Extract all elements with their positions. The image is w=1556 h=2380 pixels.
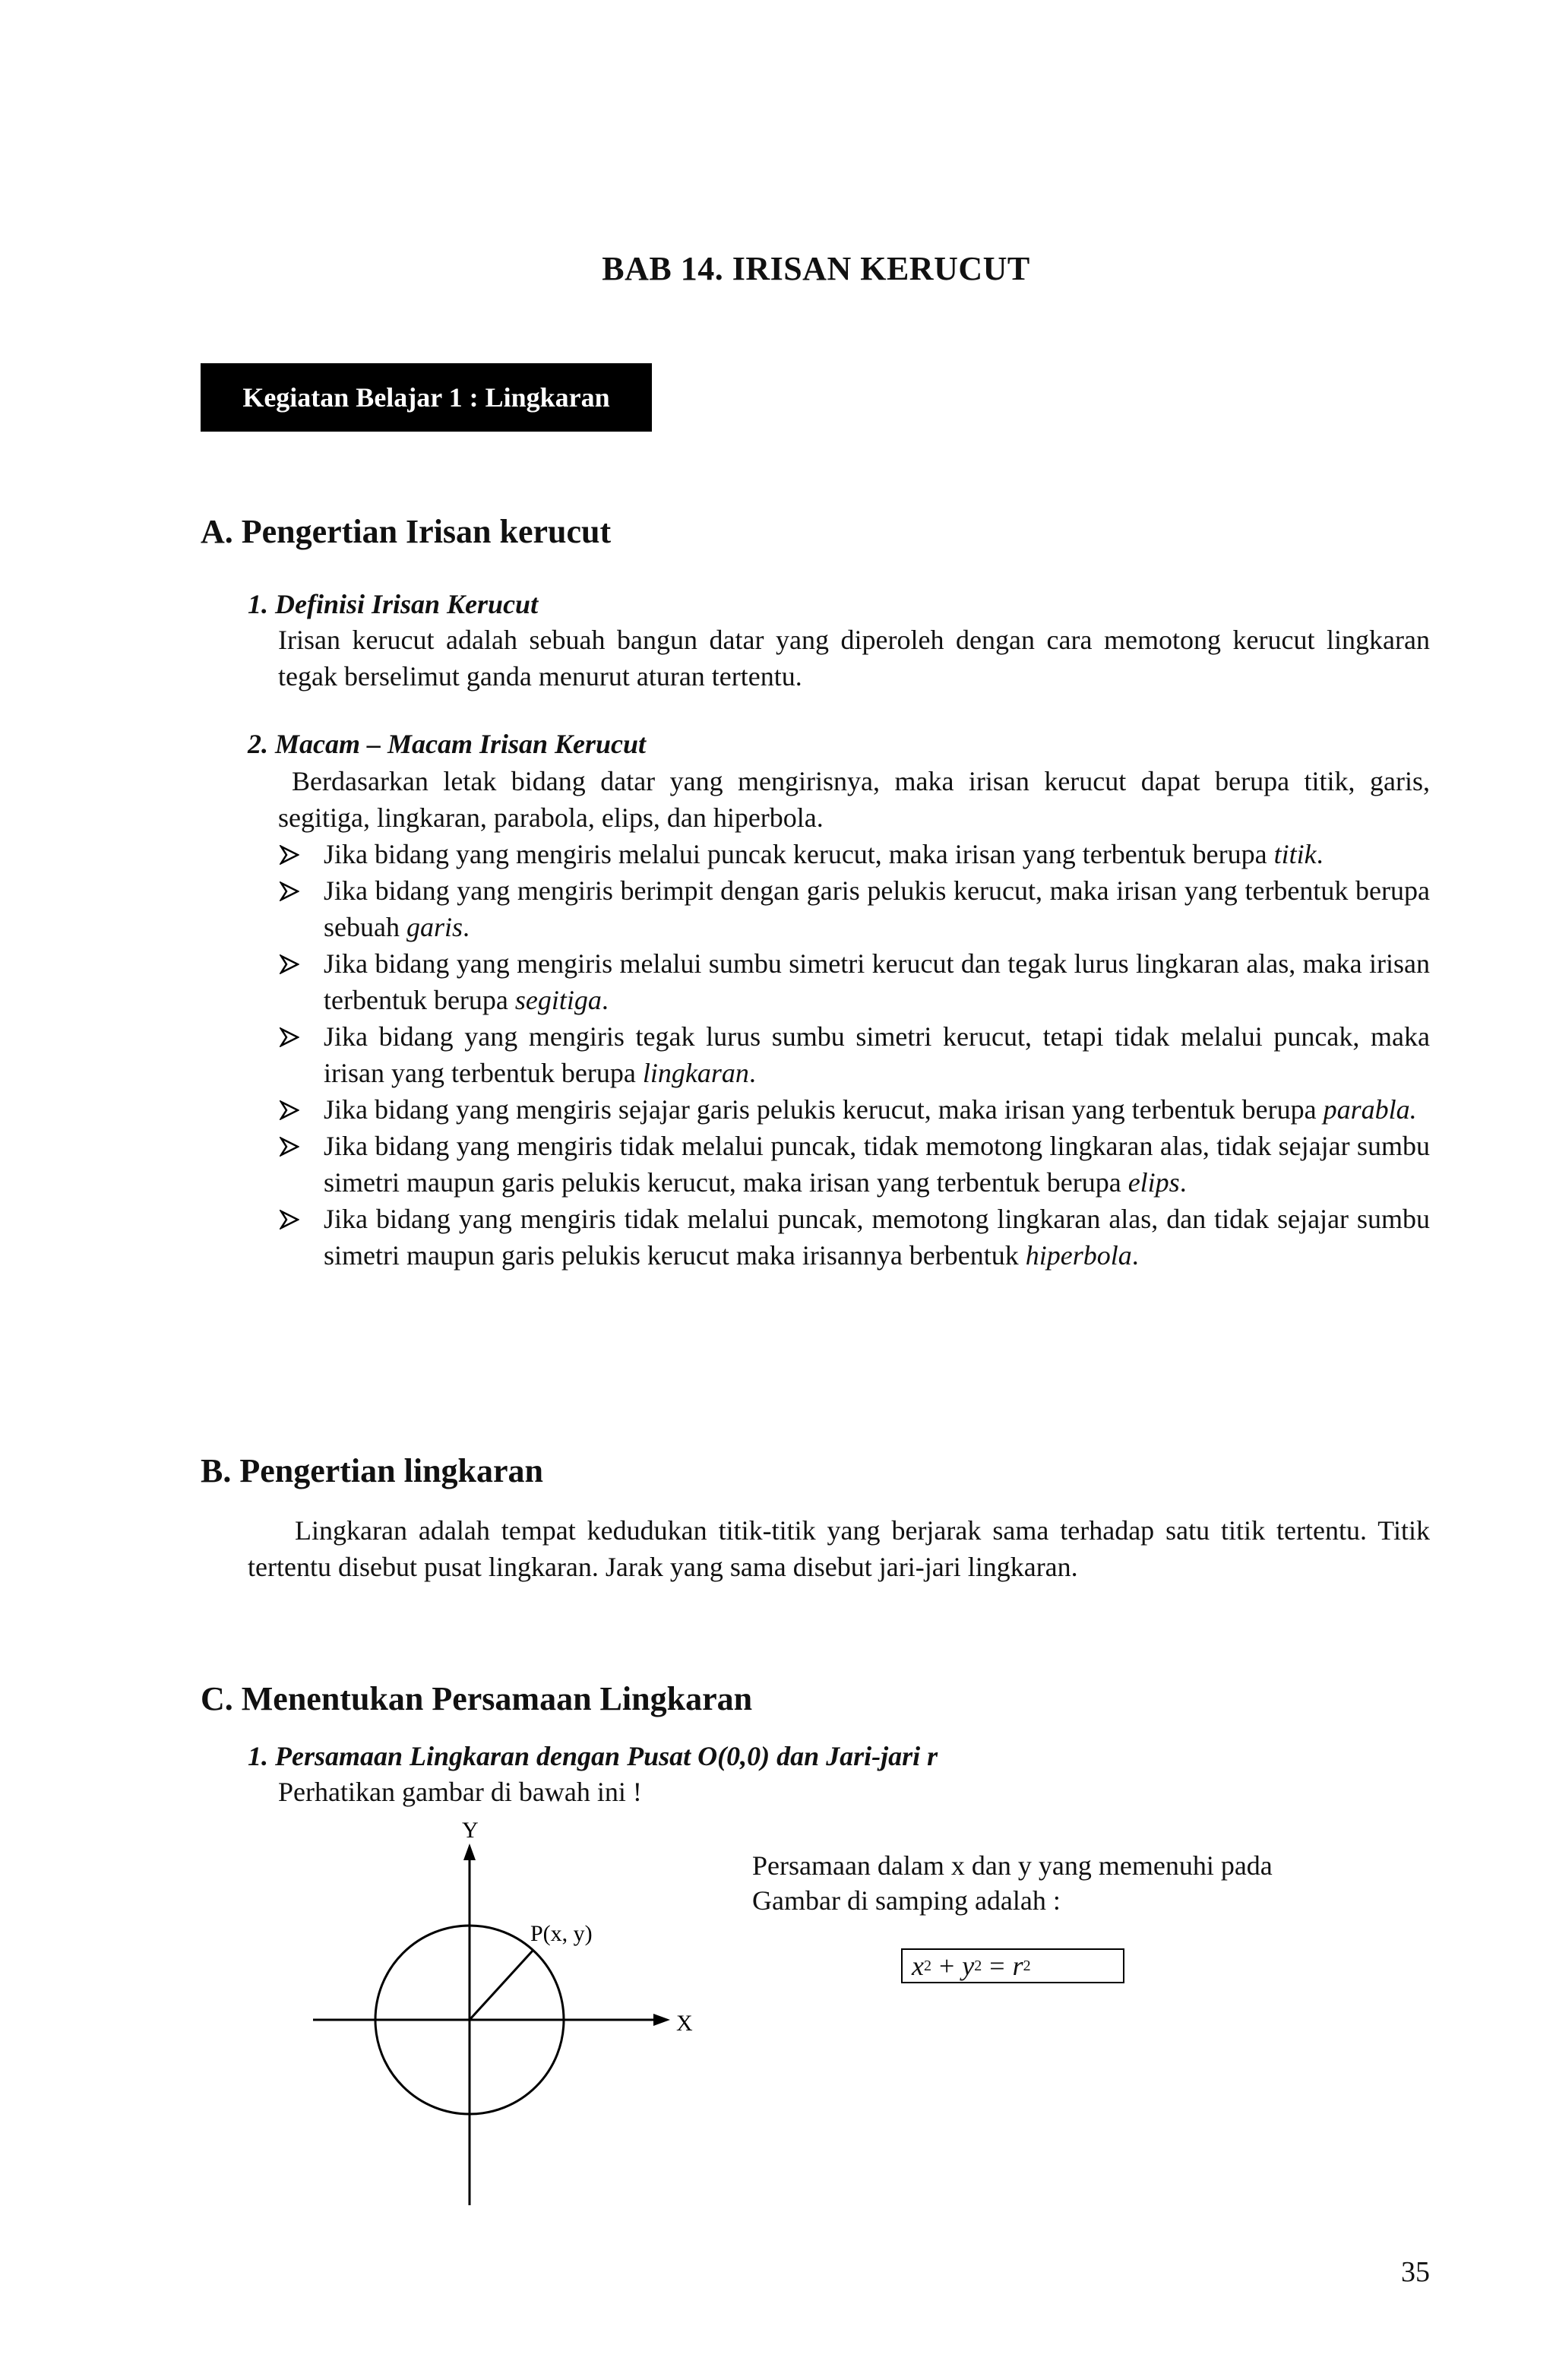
chapter-title: BAB 14. IRISAN KERUCUT (602, 250, 1030, 287)
equation-equals: = (989, 1951, 1005, 1981)
figure-intro-text: Perhatikan gambar di bawah ini ! (278, 1777, 642, 1807)
definition-paragraph: Irisan kerucut adalah sebuah bangun datar yang diperoleh dengan cara memotong kerucut lingkaran tegak berselimut ganda menurut aturan tertentu. (278, 625, 1430, 692)
bullet-term: hiperbola (1025, 1240, 1132, 1271)
list-item (278, 1201, 1430, 1274)
types-subheading: 2. Macam – Macam Irisan Kerucut (248, 729, 647, 759)
x-axis-arrow-icon (653, 2014, 670, 2026)
arrow-bullet-icon (280, 836, 310, 865)
bullet-end: . (1179, 1167, 1187, 1198)
section-c-heading: C. Menentukan Persamaan Lingkaran (201, 1680, 753, 1717)
arrow-bullet-icon (280, 1091, 310, 1120)
list-item (278, 836, 1430, 872)
bullet-text: Jika bidang yang mengiris tegak lurus sumbu simetri kerucut, tetapi tidak melalui puncak, maka irisan yang terbentuk berupa (324, 1021, 1430, 1088)
section-a-heading: A. Pengertian Irisan kerucut (201, 513, 612, 550)
equation-exponent: 2 (923, 1957, 931, 1974)
bullet-term: parabla. (1323, 1094, 1417, 1125)
bullet-text: Jika bidang yang mengiris melalui puncak kerucut, maka irisan yang terbentuk berupa (324, 839, 1274, 869)
bullet-term: segitiga (514, 985, 602, 1015)
equation-intro-line-1: Persamaan dalam x dan y yang memenuhi pada (752, 1850, 1273, 1881)
arrow-bullet-icon (280, 1018, 310, 1047)
point-label: P(x, y) (530, 1921, 593, 1946)
arrow-bullet-icon (280, 1128, 310, 1157)
y-axis-arrow-icon (463, 1844, 476, 1860)
bullet-text: Jika bidang yang mengiris tidak melalui puncak, memotong lingkaran alas, dan tidak sejajar sumbu simetri maupun garis pelukis kerucut maka irisannya berbentuk (324, 1204, 1430, 1271)
arrow-bullet-icon (280, 1201, 310, 1230)
x-axis-label: X (676, 2011, 693, 2036)
circle-equation-subheading: 1. Persamaan Lingkaran dengan Pusat O(0,0) dan Jari-jari r (248, 1741, 938, 1771)
equation-plus: + (938, 1951, 955, 1981)
types-intro-paragraph: Berdasarkan letak bidang datar yang mengirisnya, maka irisan kerucut dapat berupa titik, garis, segitiga, lingkaran, parabola, elips, dan hiperbola. (278, 766, 1430, 833)
bullet-end: . (1131, 1240, 1139, 1271)
bullet-end: . (1316, 839, 1324, 869)
bullet-term: elips (1127, 1167, 1180, 1198)
circle-definition-paragraph: Lingkaran adalah tempat kedudukan titik-titik yang berjarak sama terhadap satu titik tertentu. Titik tertentu disebut pusat lingkaran. Jarak yang sama disebut jari-jari lingkaran. (248, 1515, 1430, 1582)
equation-exponent: 2 (1023, 1957, 1031, 1974)
bullet-end: . (748, 1058, 756, 1088)
bullet-text: Jika bidang yang mengiris sejajar garis pelukis kerucut, maka irisan yang terbentuk berupa (324, 1094, 1324, 1125)
arrow-bullet-icon (280, 872, 310, 901)
arrow-bullet-icon (280, 945, 310, 974)
section-b-heading: B. Pengertian lingkaran (201, 1452, 544, 1489)
bullet-text: Jika bidang yang mengiris tidak melalui puncak, tidak memotong lingkaran alas, tidak sejajar sumbu simetri maupun garis pelukis kerucut, maka irisan yang terbentuk berupa (324, 1131, 1430, 1198)
bullet-term: titik (1273, 839, 1317, 869)
list-item (278, 1091, 1430, 1128)
circle-equation-box (901, 1948, 1124, 1983)
activity-label: Kegiatan Belajar 1 : Lingkaran (201, 363, 652, 432)
conic-types-list (278, 836, 1430, 1274)
circle-coordinate-figure (304, 1816, 699, 2211)
equation-r: r (1012, 1951, 1023, 1981)
list-item (278, 945, 1430, 1018)
list-item (278, 872, 1430, 945)
equation-x: x (912, 1951, 924, 1981)
equation-exponent: 2 (974, 1957, 982, 1974)
equation-intro-line-2: Gambar di samping adalah : (752, 1885, 1061, 1916)
definition-subheading: 1. Definisi Irisan Kerucut (248, 589, 539, 619)
y-axis-label: Y (462, 1818, 479, 1843)
bullet-end: . (601, 985, 609, 1015)
bullet-text: Jika bidang yang mengiris berimpit dengan garis pelukis kerucut, maka irisan yang terbentuk berupa sebuah (324, 875, 1430, 942)
radius-line (470, 1950, 533, 2020)
bullet-term: lingkaran (642, 1058, 749, 1088)
list-item (278, 1018, 1430, 1091)
bullet-term: garis (406, 912, 463, 942)
page-number: 35 (1401, 2256, 1430, 2288)
bullet-text: Jika bidang yang mengiris melalui sumbu simetri kerucut dan tegak lurus lingkaran alas, maka irisan terbentuk berupa (324, 948, 1430, 1015)
list-item (278, 1128, 1430, 1201)
bullet-end: . (463, 912, 470, 942)
equation-y: y (962, 1951, 975, 1981)
